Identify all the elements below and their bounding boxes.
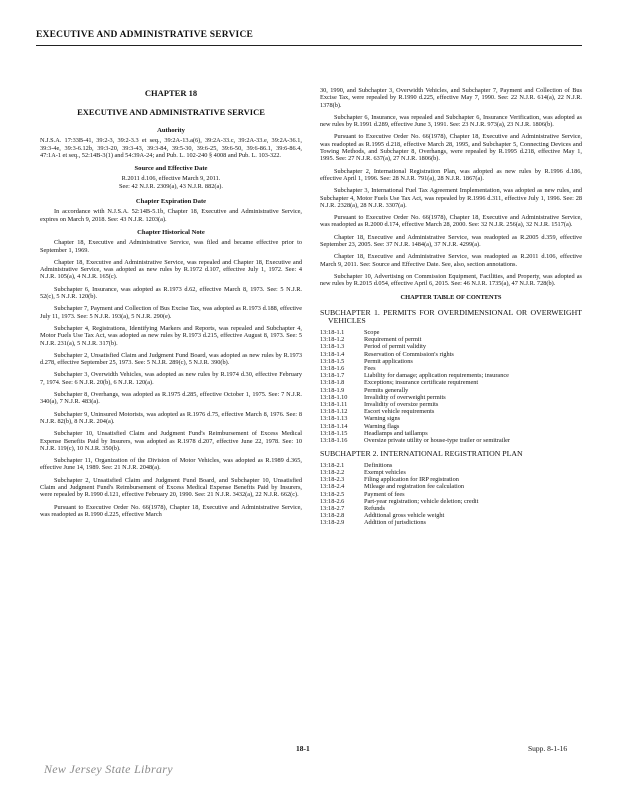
page-number: 18-1 bbox=[296, 744, 310, 753]
toc-section-number: 13:18-1.16 bbox=[320, 437, 348, 445]
toc-section-number: 13:18-1.2 bbox=[320, 336, 345, 344]
toc-section-number: 13:18-1.15 bbox=[320, 429, 348, 437]
history-paragraph: Subchapter 9, Uninsured Motorists, was adopted as R.1976 d.75, effective March 8, 1976. See: 8 N.J.R. 82(b), 8 N.J.R. 204(a). bbox=[40, 410, 302, 425]
source-line: R.2011 d.106, effective March 9, 2011. bbox=[121, 175, 221, 183]
toc-entry bbox=[320, 437, 582, 444]
toc-entry bbox=[320, 476, 582, 483]
toc-section-title: Filing application for IRP registration bbox=[364, 476, 459, 484]
toc-entry bbox=[320, 343, 582, 350]
subchapter-title: SUBCHAPTER 1. PERMITS FOR OVERDIMENSIONAL OR OVERWEIGHT VEHICLES bbox=[320, 307, 582, 326]
toc-section-number: 13:18-1.6 bbox=[320, 365, 345, 373]
toc-section-number: 13:18-2.7 bbox=[320, 505, 345, 513]
toc-entry bbox=[320, 358, 582, 365]
header-rule bbox=[36, 45, 582, 46]
toc-section-title: Invalidity of oversize permits bbox=[364, 401, 439, 409]
toc-section-number: 13:18-1.14 bbox=[320, 422, 348, 430]
toc-list bbox=[320, 462, 582, 527]
toc-entry bbox=[320, 401, 582, 408]
toc-entry bbox=[320, 519, 582, 526]
history-paragraph: Subchapter 3, International Fuel Tax Agreement Implementation, was adopted as new rules, and Subchapter 4, Motor Fuels Use Tax Act, was repealed by R.1996 d.311, effective July 1, 1996. See: 28 N.J.R. 2328(a), 28 N.J.R. 3307(a). bbox=[320, 187, 582, 209]
toc-section-title: Permits generally bbox=[364, 386, 409, 394]
toc-section-title: Requirement of permit bbox=[364, 336, 422, 344]
expiration-heading: Chapter Expiration Date bbox=[135, 198, 207, 206]
toc-section-title: Part-year registration; vehicle deletion; credit bbox=[364, 497, 479, 505]
toc-section-title: Definitions bbox=[364, 461, 393, 469]
history-paragraph: Subchapter 10, Unsatisfied Claim and Judgment Fund's Reimbursement of Excess Medical Expense Benefits Paid by Insurers, was adopted as R.1978 d.207, effective June 22, 1978. See: 10 N.J.R. 119(c), 10 N.J.R. 350(b). bbox=[40, 430, 302, 452]
toc-entry bbox=[320, 498, 582, 505]
source-line: See: 42 N.J.R. 2309(a), 43 N.J.R. 882(a). bbox=[119, 182, 223, 190]
toc-section-number: 13:18-1.11 bbox=[320, 401, 348, 409]
toc-section-title: Warning flags bbox=[364, 422, 400, 430]
toc-section-title: Scope bbox=[364, 329, 380, 337]
toc-section-title: Exempt vehicles bbox=[364, 469, 406, 477]
history-paragraph: Chapter 18, Executive and Administrative Service, was repealed and Chapter 18, Executive and Administrative Service, was adopted as new rules by R.1972 d.107, effective July 1, 1972. See: 4 N.J.R. 105(a), 4 N.J.R. 165(c). bbox=[40, 258, 302, 281]
toc-section-number: 13:18-1.8 bbox=[320, 379, 345, 387]
toc-entry bbox=[320, 379, 582, 386]
toc-section-number: 13:18-2.2 bbox=[320, 469, 345, 477]
history-paragraph: Pursuant to Executive Order No. 66(1978), Chapter 18, Executive and Administrative Service, was readopted as R.1990 d.225, effective March bbox=[40, 503, 302, 518]
toc-section-title: Fees bbox=[364, 365, 376, 373]
toc-heading: CHAPTER TABLE OF CONTENTS bbox=[400, 293, 502, 301]
toc-entry bbox=[320, 394, 582, 401]
source-heading: Source and Effective Date bbox=[134, 165, 208, 173]
toc-section-title: Addition of jurisdictions bbox=[364, 519, 426, 527]
toc-section-number: 13:18-1.3 bbox=[320, 343, 345, 351]
history-paragraph: Subchapter 4, Registrations, Identifying Markers and Reports, was repealed and Subchapter 4, Motor Fuels Use Tax Act, was adopted as new rules by R.1973 d.215, effective August 8, 1973. See: 5 N.J.R. 231(a), 5 N.J.R. 317(b). bbox=[40, 324, 302, 347]
toc-section-title: Period of permit validity bbox=[364, 343, 427, 351]
toc-section-title: Additional gross vehicle weight bbox=[364, 512, 445, 520]
chapter-number: CHAPTER 18 bbox=[144, 88, 198, 98]
toc-entry bbox=[320, 372, 582, 379]
authority-heading: Authority bbox=[157, 127, 185, 134]
toc-section-title: Permit applications bbox=[364, 357, 413, 365]
history-paragraph: Subchapter 2, Unsatisfied Claim and Judgment Fund Board, and Subchapter 10, Unsatisfied Claim and Judgment Fund's Reimbursement of Excess Medical Expense Benefits Paid by Insurers, were repealed by R.1990 d.121, effective February 20, 1990. See: 21 N.J.R. 3432(a), 22 N.J.R. 662(c). bbox=[40, 476, 302, 499]
history-paragraph: Pursuant to Executive Order No. 66(1978), Chapter 18, Executive and Administrative Service, was readopted as R.2000 d.174, effective March 28, 2000. See: 32 N.J.R. 256(a), 32 N.J.R. 1517(a). bbox=[320, 214, 582, 229]
authority-text: N.J.S.A. 17:33B-41, 39:2-3, 39:2-3.3 et seq., 39:2A-13.a(6), 39:2A-33.c, 39:2A-33.e, 39:2A-36.1, 39:3-4e, 39:3-6.12b, 39:3-20, 39:3-43, 39:3-84, 39:5-30, 39:6-25, 39:6-50, 39:6-86.1, 39:6-86.4, 47:1A-1 et seq., 52:14B-3(1) and 54:39A-24; and Pub. L. 102-240 § 4008 and Pub. L. 103-322. bbox=[40, 137, 302, 159]
toc-section-number: 13:18-2.1 bbox=[320, 461, 345, 469]
toc-section-title: Invalidity of overweight permits bbox=[364, 393, 446, 401]
toc-list bbox=[320, 329, 582, 444]
history-paragraph: Chapter 18, Executive and Administrative Service, was filed and became effective prior to September 1, 1969. bbox=[40, 239, 302, 254]
supplement-date: Supp. 8-1-16 bbox=[528, 744, 568, 753]
toc-section-number: 13:18-1.10 bbox=[320, 393, 348, 401]
toc-section-number: 13:18-1.7 bbox=[320, 372, 345, 380]
toc-entry bbox=[320, 408, 582, 415]
history-paragraph: Subchapter 2, International Registration Plan, was adopted as new rules by R.1996 d.186, effective April 1, 1996. See: 28 N.J.R. 791(a), 28 N.J.R. 1867(a). bbox=[320, 167, 582, 182]
running-header: EXECUTIVE AND ADMINISTRATIVE SERVICE bbox=[36, 30, 254, 40]
toc-section-number: 13:18-2.6 bbox=[320, 497, 345, 505]
toc-entry bbox=[320, 365, 582, 372]
history-paragraph: Subchapter 2, Unsatisfied Claim and Judgment Fund Board, was adopted as new rules by R.1973 d.278, effective September 25, 1973. See: 5 N.J.R. 289(c), 5 N.J.R. 390(b). bbox=[40, 351, 302, 367]
toc-section-number: 13:18-1.12 bbox=[320, 408, 348, 416]
subchapter-title: SUBCHAPTER 2. INTERNATIONAL REGISTRATION PLAN bbox=[320, 449, 523, 459]
toc-section-title: Payment of fees bbox=[364, 490, 405, 498]
toc-section-number: 13:18-2.9 bbox=[320, 519, 345, 527]
toc-section-title: Headlamps and taillamps bbox=[364, 429, 428, 437]
library-watermark: New Jersey State Library bbox=[44, 762, 173, 776]
history-paragraph: Subchapter 6, Insurance, was adopted as R.1973 d.62, effective March 8, 1973. See: 5 N.J.R. 52(c), 5 N.J.R. 120(b). bbox=[40, 285, 302, 301]
history-paragraph: Subchapter 6, Insurance, was repealed and Subchapter 6, Insurance Verification, was adopted as new rules by R.1991 d.289, effective June 3, 1991. See: 23 N.J.R. 973(a), 23 N.J.R. 1806(b). bbox=[320, 113, 582, 129]
toc-section-number: 13:18-2.3 bbox=[320, 476, 345, 484]
history-paragraph: Subchapter 11, Organization of the Division of Motor Vehicles, was adopted as R.1989 d.365, effective June 14, 1989. See: 21 N.J.R. 2048(a). bbox=[40, 457, 302, 472]
chapter-title: EXECUTIVE AND ADMINISTRATIVE SERVICE bbox=[77, 107, 265, 117]
toc-section-title: Warning signs bbox=[364, 415, 401, 423]
expiration-text: In accordance with N.J.S.A. 52:14B-5.1b, Chapter 18, Executive and Administrative Service, expires on March 9, 2018. See: 43 N.J.R. 1203(a). bbox=[40, 208, 302, 223]
toc-section-number: 13:18-1.5 bbox=[320, 357, 345, 365]
toc-section-title: Escort vehicle requirements bbox=[364, 408, 435, 416]
history-paragraph: Subchapter 10, Advertising on Commission Equipment, Facilities, and Property, was adopted as new rules by R.2015 d.054, effective April 6, 2015. See: 46 N.J.R. 1735(a), 47 N.J.R. 728(b). bbox=[320, 272, 582, 288]
toc-entry bbox=[320, 505, 582, 512]
toc-entry bbox=[320, 491, 582, 498]
right-column bbox=[320, 87, 582, 527]
history-heading: Chapter Historical Note bbox=[137, 228, 205, 236]
history-paragraph: Pursuant to Executive Order No. 66(1978), Chapter 18, Executive and Administrative Service, was readopted as R.1995 d.218, effective March 28, 1995, and Subchapter 5, Connecting Devices and Towing Methods, and Subchapter 8, Overhangs, were repealed by R.1995 d.218, effective May 1, 1995. See: 27 N.J.R. 637(a), 27 N.J.R. 1806(b). bbox=[320, 133, 582, 163]
toc-entry bbox=[320, 329, 582, 336]
toc-entry bbox=[320, 469, 582, 476]
toc-section-number: 13:18-1.9 bbox=[320, 386, 345, 394]
toc-entry bbox=[320, 415, 582, 422]
toc-section-title: Oversize private utility or house-type trailer or semitrailer bbox=[364, 437, 510, 445]
toc-section-number: 13:18-2.4 bbox=[320, 483, 345, 491]
toc-section-number: 13:18-2.8 bbox=[320, 512, 345, 520]
left-column bbox=[40, 82, 302, 523]
toc-section-title: Refunds bbox=[364, 505, 385, 513]
toc-entry bbox=[320, 336, 582, 343]
history-paragraph: Subchapter 3, Overwidth Vehicles, was adopted as new rules by R.1974 d.30, effective February 7, 1974. See: 6 N.J.R. 20(b), 6 N.J.R. 120(a). bbox=[40, 371, 302, 386]
toc-section-number: 13:18-1.4 bbox=[320, 350, 345, 358]
toc-entry bbox=[320, 462, 582, 469]
history-paragraph: Subchapter 7, Payment and Collection of Bus Excise Tax, was adopted as R.1973 d.188, effective July 11, 1973. See: 5 N.J.R. 193(a), 5 N.J.R. 290(e). bbox=[40, 305, 302, 320]
toc-entry bbox=[320, 430, 582, 437]
toc-entry bbox=[320, 351, 582, 358]
history-paragraph: Chapter 18, Executive and Administrative Service, was readopted as R.2011 d.106, effective March 9, 2011. See: Source and Effective Date. See, also, section annotations. bbox=[320, 253, 582, 268]
toc-section-title: Liability for damage; application requirements; insurance bbox=[364, 372, 509, 380]
history-paragraph: Chapter 18, Executive and Administrative Service, was readopted as R.2005 d.359, effective September 23, 2005. See: 37 N.J.R. 1484(a), 37 N.J.R. 4299(a). bbox=[320, 233, 582, 249]
toc-section-title: Reservation of Commission's rights bbox=[364, 350, 454, 358]
history-paragraph: Subchapter 8, Overhangs, was adopted as R.1975 d.285, effective October 1, 1975. See: 7 N.J.R. 340(a), 7 N.J.R. 483(a). bbox=[40, 391, 302, 406]
toc-entry bbox=[320, 512, 582, 519]
toc-section-number: 13:18-1.13 bbox=[320, 415, 348, 423]
toc-entry bbox=[320, 483, 582, 490]
history-paragraph: 30, 1990, and Subchapter 3, Overwidth Vehicles, and Subchapter 7, Payment and Collection of Bus Excise Tax, were repealed by R.1990 d.225, effective May 7, 1990. See: 22 N.J.R. 614(a), 22 N.J.R. 1378(b). bbox=[320, 87, 582, 109]
toc-entry bbox=[320, 387, 582, 394]
toc-section-number: 13:18-2.5 bbox=[320, 490, 345, 498]
toc-section-title: Exceptions; insurance certificate requirement bbox=[364, 379, 479, 387]
toc-entry bbox=[320, 423, 582, 430]
toc-section-title: Mileage and registration fee calculation bbox=[364, 483, 465, 491]
toc-section-number: 13:18-1.1 bbox=[320, 329, 345, 337]
